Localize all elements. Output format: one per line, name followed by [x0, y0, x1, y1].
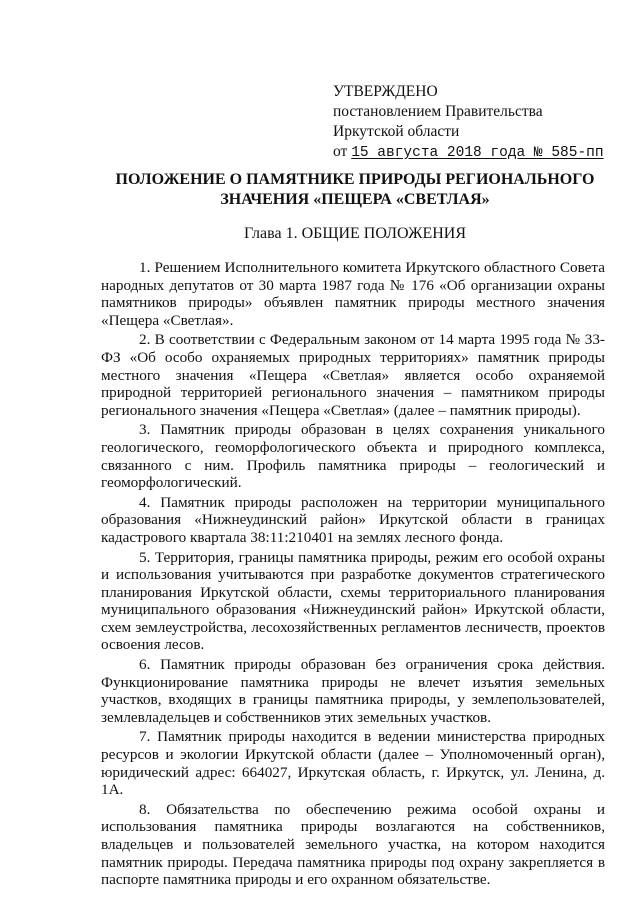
- paragraph-5: 5. Территория, границы памятника природы, режим его особой охраны и использования учитываются при разработке документов стратегического планирования Иркутской области, схемы территориального планирования муниципального образования «Нижнеудинский район» Иркутской области, схем землеустройства, лесохозяйственных регламентов лесничеств, проектов освоения лесов.: [101, 548, 605, 654]
- paragraph-3: 3. Памятник природы образован в целях сохранения уникального геологического, геоморфологического объекта и природного комплекса, связанного с ним. Профиль памятника природы – геологический и геоморфологический.: [101, 421, 605, 492]
- approval-from-prefix: от: [333, 143, 352, 160]
- document-title-line-1: ПОЛОЖЕНИЕ О ПАМЯТНИКЕ ПРИРОДЫ РЕГИОНАЛЬНОГО: [115, 171, 595, 188]
- approval-region: Иркутской области: [333, 123, 460, 140]
- approval-heading: УТВЕРЖДЕНО: [333, 83, 438, 100]
- paragraph-7: 7. Памятник природы находится в ведении министерства природных ресурсов и экологии Иркутской области (далее – Уполномоченный орган), юридический адрес: 664027, Иркутская область, г. Иркутск, ул. Ленина, д. 1А.: [101, 728, 605, 799]
- paragraph-2: 2. В соответствии с Федеральным законом от 14 марта 1995 года № 33-ФЗ «Об особо охраняемых природных территориях» памятник природы местного значения «Пещера «Светлая» является особо охраняемой природной территорией регионального значения – памятником природы регионального значения «Пещера «Светлая» (далее – памятник природы).: [101, 331, 605, 419]
- approval-stamp: [333, 82, 604, 163]
- paragraph-4: 4. Памятник природы расположен на территории муниципального образования «Нижнеудинский район» Иркутской области в границах кадастрового квартала 38:11:210401 на землях лесного фонда.: [101, 493, 605, 546]
- paragraph-1: 1. Решением Исполнительного комитета Иркутского областного Совета народных депутатов от 30 марта 1987 года № 176 «Об организации охраны памятников природы» объявлен памятник природы местного значения «Пещера «Светлая».: [101, 259, 605, 329]
- chapter-heading: Глава 1. ОБЩИЕ ПОЛОЖЕНИЯ: [244, 225, 466, 242]
- approval-date-number: 15 августа 2018 года № 585-пп: [351, 145, 604, 161]
- paragraph-6: 6. Памятник природы образован без ограничения срока действия. Функционирование памятника природы не влечет изъятия земельных участков, входящих в границы памятника природы, у землепользователей, землевладельцев и собственников этих земельных участков.: [101, 656, 605, 726]
- paragraph-8: 8. Обязательства по обеспечению режима особой охраны и использования памятника природы возлагаются на собственников, владельцев и пользователей земельного участка, на котором находится памятник природы. Передача памятника природы под охрану закрепляется в паспорте памятника природы и его охранном обязательстве.: [101, 800, 605, 889]
- approval-resolution: постановлением Правительства: [333, 103, 543, 120]
- document-title-line-2: ЗНАЧЕНИЯ «ПЕЩЕРА «СВЕТЛАЯ»: [220, 191, 490, 208]
- document-body: [101, 259, 605, 891]
- approval-date-line: [333, 142, 604, 163]
- document-title: [90, 170, 620, 210]
